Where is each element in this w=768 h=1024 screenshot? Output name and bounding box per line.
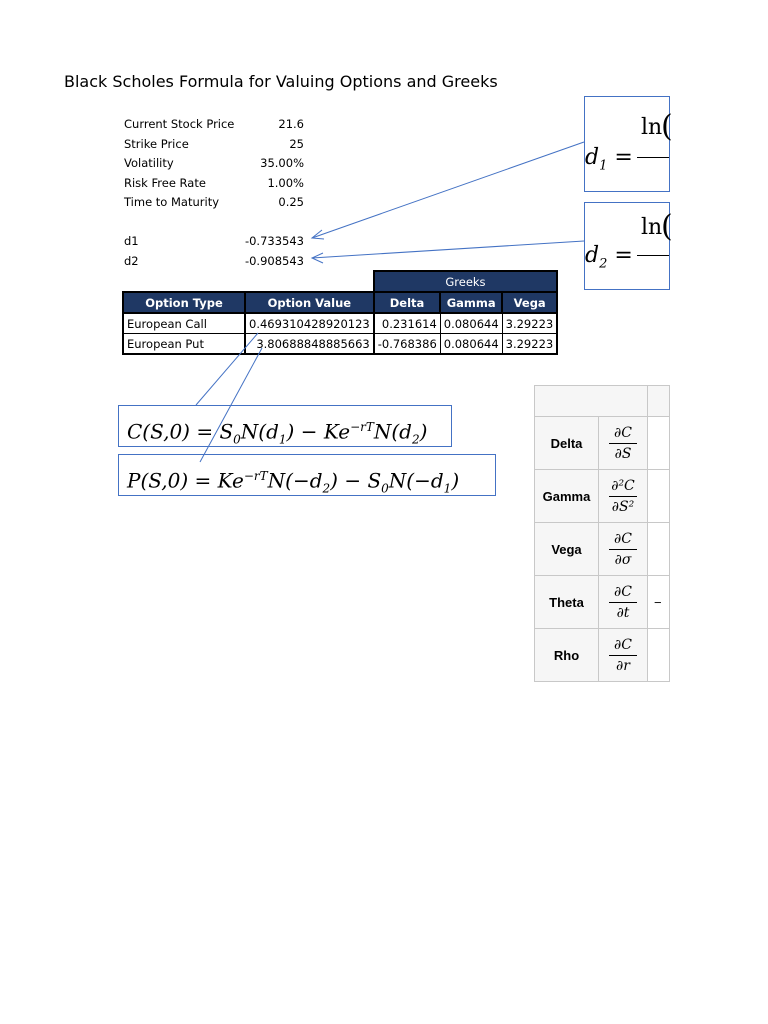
fraction-bar xyxy=(637,157,669,158)
greek-fraction: $\frac{\partial C}{\partial\sigma}$ xyxy=(598,523,647,575)
d1-label: d1 xyxy=(124,234,139,248)
input-value[interactable]: 35.00% xyxy=(260,156,304,170)
cell-vega[interactable]: 3.29223 xyxy=(502,313,557,334)
cell-option-value[interactable]: 3.80688848885663 xyxy=(245,334,374,355)
input-label: Strike Price xyxy=(124,136,189,151)
input-value[interactable]: 25 xyxy=(289,136,304,151)
greek-name: Vega xyxy=(551,541,582,557)
header-vega: Vega xyxy=(502,292,557,313)
cell-vega[interactable]: 3.29223 xyxy=(502,334,557,355)
d2-formula-image xyxy=(584,202,673,290)
header-gamma: Gamma xyxy=(440,292,502,313)
greek-ref-row xyxy=(535,469,669,522)
ln-label: ln xyxy=(641,115,663,140)
input-label: Risk Free Rate xyxy=(124,175,206,190)
table-header-row xyxy=(123,292,557,313)
cell-option-type[interactable]: European Put xyxy=(123,334,245,355)
d1-arrowhead xyxy=(312,230,324,239)
greek-extra: − xyxy=(647,576,669,628)
d2-label: d2 xyxy=(124,253,139,268)
d2-row xyxy=(124,252,304,272)
input-parameters xyxy=(124,115,304,213)
header-option-type: Option Type xyxy=(123,292,245,313)
d2-symbol: $d_2$ = xyxy=(585,243,633,272)
input-label: Current Stock Price xyxy=(124,117,235,131)
d1-arrow xyxy=(312,142,584,238)
cell-option-value[interactable]: 0.469310428920123 xyxy=(245,313,374,334)
greek-ref-row xyxy=(535,522,669,575)
input-row xyxy=(124,174,304,194)
greek-extra xyxy=(647,417,669,469)
greeks-reference-image xyxy=(534,385,670,682)
input-value[interactable]: 0.25 xyxy=(278,195,304,209)
greek-fraction: $\frac{\partial C}{\partial t}$ xyxy=(598,576,647,628)
greek-extra xyxy=(647,470,669,522)
d2-value[interactable]: -0.908543 xyxy=(244,253,304,268)
call-formula-image: $C(S,0) = S_0N(d_1) - Ke^{-rT}N(d_2)$ xyxy=(118,405,452,447)
d1-value[interactable]: -0.733543 xyxy=(244,234,304,248)
option-table xyxy=(122,270,558,355)
paren-glyph: ( xyxy=(661,209,673,244)
d1-formula-image xyxy=(584,96,673,192)
d2-arrowhead xyxy=(312,253,323,263)
cell-gamma[interactable]: 0.080644 xyxy=(440,313,502,334)
input-row xyxy=(124,154,304,174)
greek-fraction: $\frac{\partial C}{\partial S}$ xyxy=(598,417,647,469)
greek-extra xyxy=(647,523,669,575)
cell-gamma[interactable]: 0.080644 xyxy=(440,334,502,355)
greek-fraction: $\frac{\text{∂²C}}{\text{∂S²}}$ xyxy=(598,470,647,522)
header-option-value: Option Value xyxy=(245,292,374,313)
greeks-header: Greeks xyxy=(374,271,557,292)
input-row xyxy=(124,135,304,155)
greek-ref-row xyxy=(535,628,669,681)
d1-symbol: $d_1$ = xyxy=(585,145,633,174)
greek-fraction: $\frac{\partial C}{\partial r}$ xyxy=(598,629,647,681)
page-title: Black Scholes Formula for Valuing Options and Greeks xyxy=(64,72,498,91)
greek-name: Gamma xyxy=(542,488,591,504)
input-label: Volatility xyxy=(124,156,174,170)
ln-label: ln xyxy=(641,215,663,240)
d-values xyxy=(124,232,304,271)
greek-name: Theta xyxy=(549,594,584,610)
cell-option-type[interactable]: European Call xyxy=(123,313,245,334)
paren-glyph: ( xyxy=(661,109,673,144)
greeks-ref-header xyxy=(535,386,669,416)
header-delta: Delta xyxy=(374,292,441,313)
cell-delta[interactable]: 0.231614 xyxy=(374,313,441,334)
d2-arrow xyxy=(312,241,584,258)
input-value[interactable]: 21.6 xyxy=(278,117,304,131)
input-row xyxy=(124,115,304,135)
input-row xyxy=(124,193,304,213)
table-row xyxy=(123,313,557,334)
greek-extra xyxy=(647,629,669,681)
input-value[interactable]: 1.00% xyxy=(267,175,304,190)
input-label: Time to Maturity xyxy=(124,195,220,209)
greek-name: Delta xyxy=(550,435,583,451)
put-formula-image: $P(S,0) = Ke^{-rT}N(-d_2) - S_0N(-d_1)$ xyxy=(118,454,496,496)
fraction-bar xyxy=(637,255,669,256)
table-row xyxy=(123,334,557,355)
greek-name: Rho xyxy=(553,647,580,663)
d1-row xyxy=(124,232,304,252)
greek-ref-row xyxy=(535,416,669,469)
greeks-header-row xyxy=(123,271,557,292)
greek-ref-row xyxy=(535,575,669,628)
cell-delta[interactable]: -0.768386 xyxy=(374,334,441,355)
